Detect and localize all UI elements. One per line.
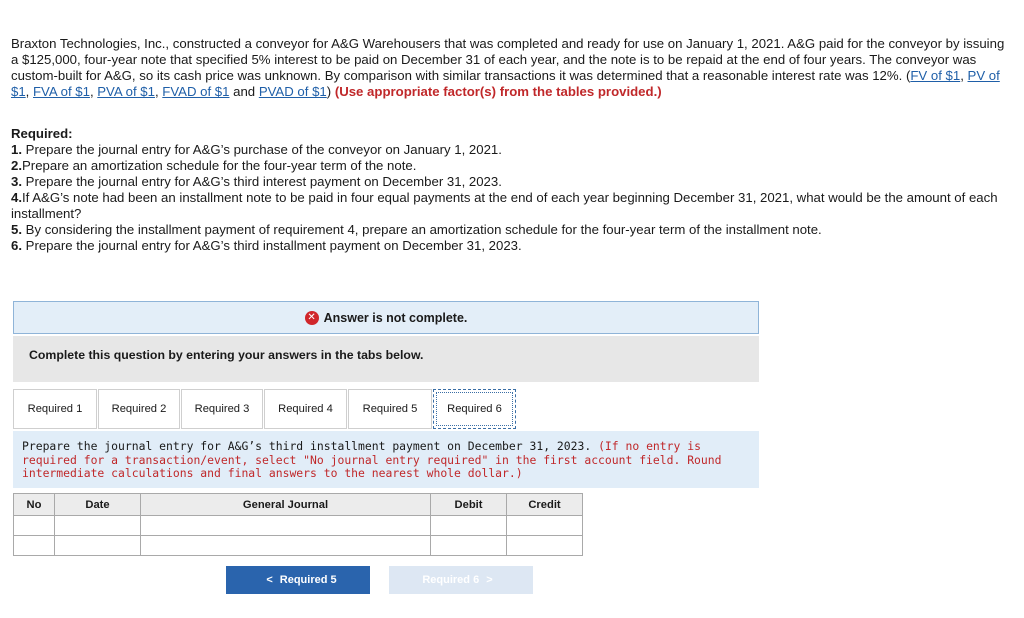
- problem-paragraph: Braxton Technologies, Inc., constructed a conveyor for A&G Warehousers that was completed and ready for use on January 1, 2021. A&G paid for the conveyor by issuing a $125,000, four-year note that specified 5% interest to be paid on December 31 of each year, and the note is to be repaid at the end of four years. The conveyor was custom-built for A&G, so its cash price was unknown. By comparison with similar transactions it was determined that a reasonable interest rate was 12%. (FV of $1, PV of $1, FVA of $1, PVA of $1, FVAD of $1 and PVAD of $1) (Use appropriate factor(s) from the tables provided.): [11, 36, 1005, 99]
- prompt-main-text: Prepare the journal entry for A&G’s third installment payment on December 31, 2023.: [22, 439, 592, 453]
- debit-cell[interactable]: [431, 536, 507, 556]
- required-item: 2.Prepare an amortization schedule for the four-year term of the note.: [11, 158, 417, 173]
- pva-of-1-link[interactable]: PVA of $1: [97, 84, 155, 99]
- tab-required-3[interactable]: Required 3: [181, 389, 263, 429]
- tab-required-5[interactable]: Required 5: [348, 389, 432, 429]
- date-cell[interactable]: [55, 536, 141, 556]
- no-cell: [14, 536, 55, 556]
- col-debit-header: Debit: [431, 494, 507, 516]
- col-account-header: General Journal: [141, 494, 431, 516]
- answer-status-banner: [13, 301, 759, 334]
- prev-required-button[interactable]: [226, 566, 370, 594]
- error-x-icon: ✕: [305, 311, 319, 325]
- col-date-header: Date: [55, 494, 141, 516]
- tab-required-2[interactable]: Required 2: [98, 389, 180, 429]
- debit-cell[interactable]: [431, 516, 507, 536]
- no-cell: [14, 516, 55, 536]
- journal-header-row: [14, 494, 583, 516]
- fv-of-1-link[interactable]: FV of $1: [910, 68, 961, 83]
- pvad-of-1-link[interactable]: PVAD of $1: [258, 84, 327, 99]
- required-list: [11, 142, 1011, 254]
- credit-cell[interactable]: [507, 516, 583, 536]
- credit-cell[interactable]: [507, 536, 583, 556]
- required-tabs: [13, 389, 517, 431]
- required-item: 1. Prepare the journal entry for A&G’s purchase of the conveyor on January 1, 2021.: [11, 142, 502, 157]
- pv-of-1-link[interactable]: PV of $1: [11, 68, 1000, 99]
- general-journal-table: [13, 493, 583, 556]
- fva-of-1-link[interactable]: FVA of $1: [33, 84, 90, 99]
- account-cell[interactable]: [141, 536, 431, 556]
- required-heading: Required:: [11, 126, 73, 141]
- answer-status-text: Answer is not complete.: [323, 310, 468, 325]
- table-row: [14, 516, 583, 536]
- required-item: 4.If A&G’s note had been an installment note to be paid in four equal payments at the end of each year beginning December 31, 2021, what would be the amount of each installment?: [11, 190, 998, 221]
- date-cell[interactable]: [55, 516, 141, 536]
- prev-button-label: Required 5: [279, 574, 337, 586]
- chevron-left-icon: <: [266, 574, 273, 586]
- table-row: [14, 536, 583, 556]
- required-item: 3. Prepare the journal entry for A&G’s third interest payment on December 31, 2023.: [11, 174, 502, 189]
- col-credit-header: Credit: [507, 494, 583, 516]
- required-item: 5. By considering the installment payment of requirement 4, prepare an amortization schedule for the four-year term of the installment note.: [11, 222, 822, 237]
- prompt-instruction: (If no entry is required for a transaction/event, select "No journal entry required" in the first account field. Round intermediate calculations and final answers to the nearest whole dollar.): [22, 439, 722, 480]
- question-prompt: [13, 431, 759, 488]
- factor-note: (Use appropriate factor(s) from the tables provided.): [334, 84, 662, 99]
- next-required-button: [389, 566, 533, 594]
- instruction-text: Complete this question by entering your answers in the tabs below.: [29, 348, 424, 362]
- tab-required-6[interactable]: Required 6: [433, 389, 516, 429]
- problem-statement: [11, 36, 1011, 254]
- next-button-label: Required 6: [422, 574, 480, 586]
- account-cell[interactable]: [141, 516, 431, 536]
- fvad-of-1-link[interactable]: FVAD of $1: [162, 84, 230, 99]
- col-no-header: No: [14, 494, 55, 516]
- chevron-right-icon: >: [486, 574, 493, 586]
- required-item: 6. Prepare the journal entry for A&G’s third installment payment on December 31, 2023.: [11, 238, 522, 253]
- tab-required-1[interactable]: Required 1: [13, 389, 97, 429]
- instruction-bar: [13, 336, 759, 382]
- tab-required-4[interactable]: Required 4: [264, 389, 347, 429]
